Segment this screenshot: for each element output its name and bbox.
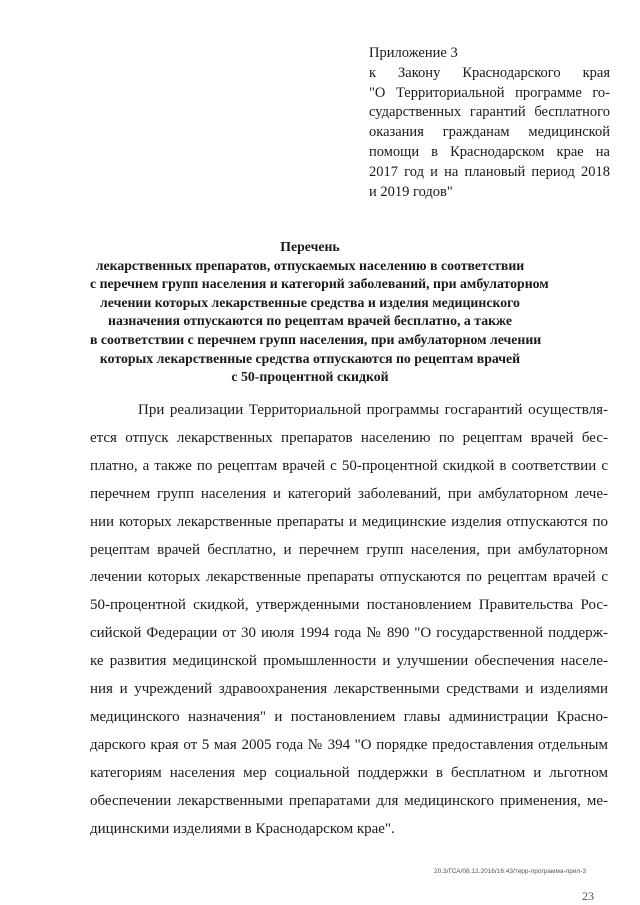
body-line: дарского края от 5 мая 2005 года № 394 "О порядке предоставления отдельным xyxy=(90,736,608,753)
body-line: рецептам врачей бесплатно, и перечнем групп населения, при амбулаторном xyxy=(90,541,608,558)
title-line: лечении которых лекарственные средства и изделия медицинского xyxy=(100,294,520,310)
title-line: назначения отпускаются по рецептам врачей бесплатно, а также xyxy=(108,313,512,329)
appendix-line: и 2019 годов" xyxy=(369,183,453,200)
body-line: дицинскими изделиями в Краснодарском крае". xyxy=(90,820,395,837)
appendix-line: оказания гражданам медицинской xyxy=(369,124,610,141)
appendix-line: сударственных гарантий бесплатного xyxy=(369,104,610,121)
appendix-line: к Закону Краснодарского края xyxy=(369,64,610,81)
body-paragraph xyxy=(90,397,608,844)
title-line: в соответствии с перечнем групп населения, при амбулаторном лечении xyxy=(90,331,542,347)
appendix-line: "О Территориальной программе го- xyxy=(369,84,610,101)
body-line: При реализации Территориальной программы госгарантий осуществля- xyxy=(138,402,608,418)
body-line: сийской Федерации от 30 июля 1994 года № 890 "О государственной поддерж- xyxy=(90,625,608,642)
appendix-header xyxy=(369,44,610,202)
title-line: которых лекарственные средства отпускаются по рецептам врачей xyxy=(99,350,521,366)
title-line: с перечнем групп населения и категорий заболеваний, при амбулаторном xyxy=(90,276,549,292)
body-line: ется отпуск лекарственных препаратов населению по рецептам врачей бес- xyxy=(90,429,608,446)
title-line: лекарственных препаратов, отпускаемых населению в соответствии xyxy=(95,257,525,273)
body-line: ке развития медицинской промышленности и улучшении обеспечения населе- xyxy=(90,653,608,670)
appendix-line: 2017 год и на плановый период 2018 xyxy=(369,163,610,180)
title-line: Перечень xyxy=(280,239,340,254)
body-line: медицинского назначения" и постановлением главы администрации Красно- xyxy=(90,708,608,725)
footer-file-code: 20.3/ГСА/08.12.2016/16:43/терр-программа-прил-3 xyxy=(434,868,587,875)
body-line: платно, а также по рецептам врачей с 50-процентной скидкой в соответствии с xyxy=(90,457,608,474)
title-line: с 50-процентной скидкой xyxy=(231,369,389,385)
appendix-line: Приложение 3 xyxy=(369,45,458,61)
body-line: лечении которых лекарственные препараты отпускаются по рецептам врачей с xyxy=(90,569,608,586)
page-number: 23 xyxy=(582,889,594,903)
body-line: обеспечении лекарственными препаратами для медицинского применения, ме- xyxy=(90,792,608,809)
body-line: нии которых лекарственные препараты и медицинские изделия отпускаются по xyxy=(90,513,608,530)
body-line: категориям населения мер социальной поддержки в бесплатном и льготном xyxy=(90,764,608,781)
document-title xyxy=(90,238,549,387)
body-line: 50-процентной скидкой, утвержденными постановлением Правительства Рос- xyxy=(90,597,608,614)
body-line: ния и учреждений здравоохранения лекарственными средствами и изделиями xyxy=(90,681,608,698)
appendix-line: помощи в Краснодарском крае на xyxy=(369,143,610,160)
body-line: перечнем групп населения и категорий заболеваний, при амбулаторном лече- xyxy=(90,485,608,502)
